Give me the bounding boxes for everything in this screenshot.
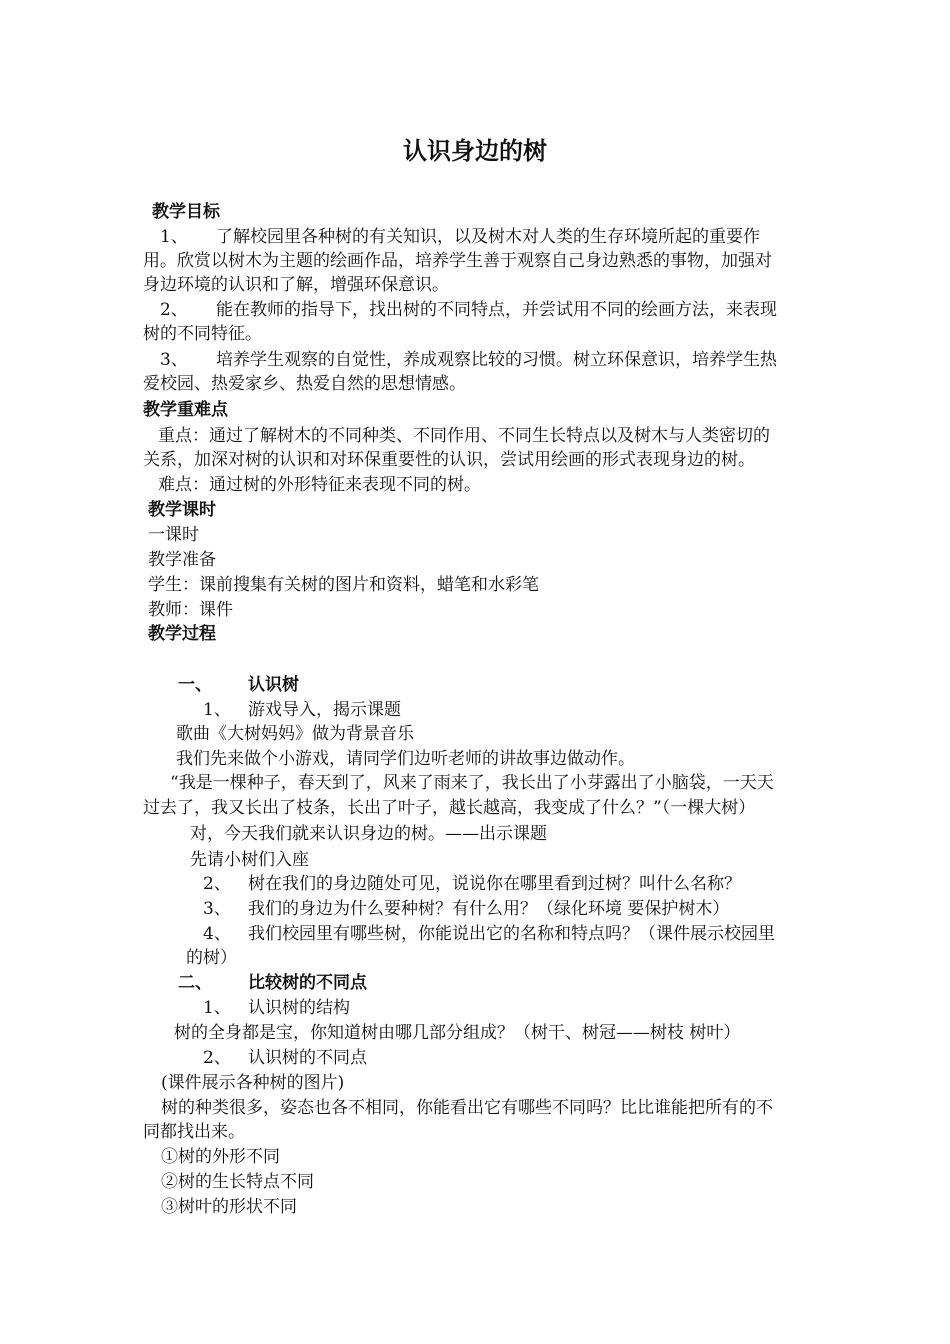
- section-1-item-1: 游戏导入，揭示课题: [248, 700, 401, 720]
- difficulty-line: 难点：通过树的外形特征来表现不同的树。: [158, 475, 481, 495]
- story-line-1: “我是一棵种子，春天到了，风来了雨来了，我长出了小芽露出了小脑袋，一天天: [170, 773, 774, 793]
- objective-3-line-2: 爱校园、热爱家乡、热爱自然的思想情感。: [143, 374, 466, 394]
- objective-1-line-2: 用。欣赏以树木为主题的绘画作品，培养学生善于观察自己身边熟悉的事物，加强对: [143, 251, 772, 271]
- section-2-number: 二、: [178, 973, 212, 993]
- courseware-line: (课件展示各种树的图片): [161, 1073, 345, 1093]
- section-1-item-4-number: 4、: [203, 924, 231, 944]
- section-2-item-2: 认识树的不同点: [248, 1048, 367, 1068]
- difference-1: ①树的外形不同: [161, 1147, 280, 1167]
- seat-line: 先请小树们入座: [190, 850, 309, 870]
- section-2-item-2-number: 2、: [203, 1048, 231, 1068]
- reveal-line: 对，今天我们就来认识身边的树。——出示课题: [190, 824, 547, 844]
- difference-2: ②树的生长特点不同: [161, 1172, 314, 1192]
- objective-3-line-1: 培养学生观察的自觉性，养成观察比较的习惯。树立环保意识，培养学生热: [216, 350, 777, 370]
- document-title: 认识身边的树: [403, 137, 547, 165]
- section-1-item-3: 我们的身边为什么要种树？有什么用？（绿化环境 要保护树木）: [248, 899, 730, 919]
- objective-2-number: 2、: [160, 300, 188, 320]
- objective-2-line-2: 树的不同特征。: [143, 324, 262, 344]
- song-line: 歌曲《大树妈妈》做为背景音乐: [176, 724, 414, 744]
- objective-1-line-3: 身边环境的认识和了解，增强环保意识。: [143, 275, 449, 295]
- story-line-2: 过去了，我又长出了枝条，长出了叶子，越长越高，我变成了什么？”（一棵大树）: [143, 798, 756, 818]
- prep-students: 学生：课前搜集有关树的图片和资料，蜡笔和水彩笔: [148, 575, 539, 595]
- compare-line-1: 树的种类很多，姿态也各不相同，你能看出它有哪些不同吗？比比谁能把所有的不: [161, 1098, 773, 1118]
- section-2-item-1: 认识树的结构: [248, 998, 350, 1018]
- compare-line-2: 同都找出来。: [143, 1122, 245, 1142]
- structure-line: 树的全身都是宝，你知道树由哪几部分组成？（树干、树冠——树枝 树叶）: [174, 1023, 741, 1043]
- hours-heading: 教学课时: [148, 500, 216, 520]
- section-2-item-1-number: 1、: [203, 998, 231, 1018]
- objective-2-line-1: 能在教师的指导下，找出树的不同特点，并尝试用不同的绘画方法，来表现: [216, 300, 777, 320]
- game-line: 我们先来做个小游戏，请同学们边听老师的讲故事边做动作。: [176, 749, 635, 769]
- objective-1-number: 1、: [160, 227, 188, 247]
- section-1-number: 一、: [178, 675, 212, 695]
- section-1-item-2-number: 2、: [203, 874, 231, 894]
- prep-teacher: 教师：课件: [148, 600, 233, 620]
- prep-heading: 教学准备: [148, 550, 216, 570]
- objective-1-line-1: 了解校园里各种树的有关知识，以及树木对人类的生存环境所起的重要作: [216, 227, 760, 247]
- section-1-item-3-number: 3、: [203, 899, 231, 919]
- key-point-line-2: 关系，加深对树的认识和对环保重要性的认识，尝试用绘画的形式表现身边的树。: [143, 450, 755, 470]
- section-1-item-2: 树在我们的身边随处可见，说说你在哪里看到过树？叫什么名称？: [248, 874, 741, 894]
- section-2-title: 比较树的不同点: [248, 973, 367, 993]
- process-heading: 教学过程: [148, 624, 216, 644]
- objective-3-number: 3、: [160, 350, 188, 370]
- section-1-item-1-number: 1、: [203, 700, 231, 720]
- section-1-title: 认识树: [248, 675, 299, 695]
- difference-3: ③树叶的形状不同: [161, 1197, 297, 1217]
- section-1-item-4-line-2: 的树）: [186, 948, 237, 968]
- section-1-item-4-line-1: 我们校园里有哪些树，你能说出它的名称和特点吗？（课件展示校园里: [248, 924, 775, 944]
- hours-value: 一课时: [148, 525, 199, 545]
- key-points-heading: 教学重难点: [143, 400, 228, 420]
- objectives-heading: 教学目标: [152, 202, 220, 222]
- key-point-line-1: 重点：通过了解树木的不同种类、不同作用、不同生长特点以及树木与人类密切的: [158, 426, 770, 446]
